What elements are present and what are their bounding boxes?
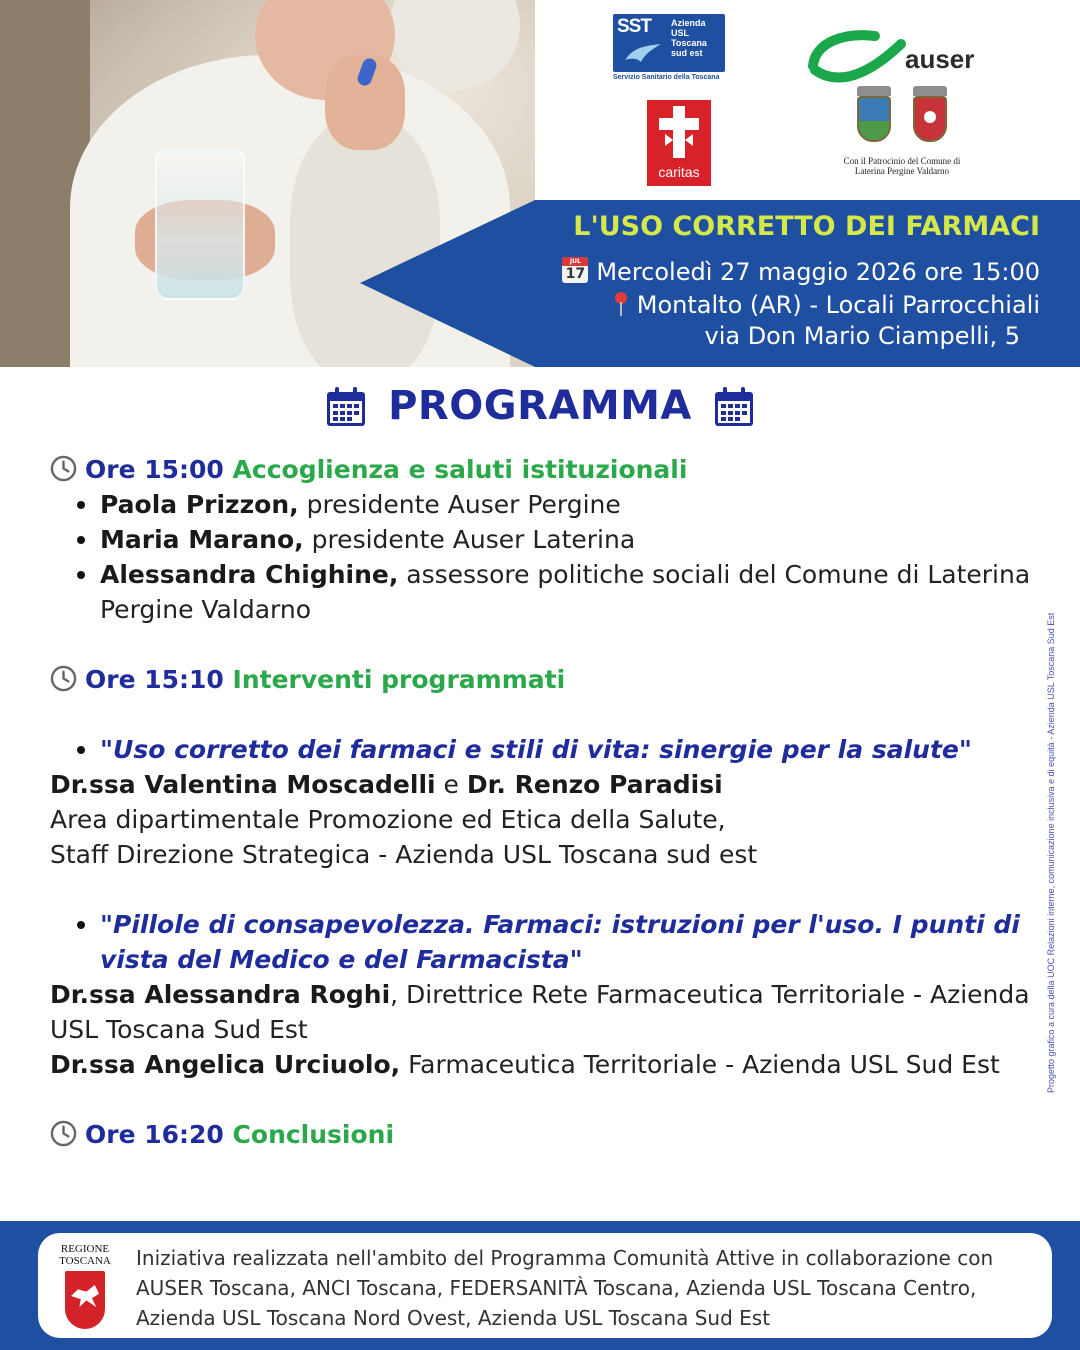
sst-bird-icon [623, 42, 663, 64]
crest-laterina-icon [857, 96, 891, 142]
section-2-heading: Ore 15:10 Interventi programmati [50, 662, 1040, 697]
event-date: JUL 17 Mercoledì 27 maggio 2026 ore 15:00 [562, 257, 1040, 286]
list-item: Maria Marano, presidente Auser Laterina [50, 522, 1040, 557]
regione-toscana-shield-icon [65, 1271, 105, 1329]
footer-box [38, 1233, 1052, 1338]
event-banner [360, 200, 1080, 367]
clock-icon [50, 1120, 77, 1147]
clock-icon [50, 665, 77, 692]
talk-1-affiliation: Area dipartimentale Promozione ed Etica della Salute, [50, 805, 726, 834]
comune-patrocinio: Con il Patrocinio del Comune di Laterina Pergine Valdarno [827, 96, 977, 188]
clock-icon [50, 455, 77, 482]
talk-1-affiliation: Staff Direzione Strategica - Azienda USL Toscana sud est [50, 840, 758, 869]
talk-2 [50, 907, 1040, 977]
auser-swoosh-icon [805, 14, 915, 86]
caritas-logo: caritas [647, 100, 711, 186]
event-place: Montalto (AR) - Locali Parrocchiali [615, 291, 1040, 319]
section-1-speakers [50, 487, 1040, 627]
talk-2-speaker-2: Dr.ssa Angelica Urciuolo, Farmaceutica Territoriale - Azienda USL Sud Est [50, 1050, 1000, 1079]
section-1-heading: Ore 15:00 Accoglienza e saluti istituzionali [50, 452, 1040, 487]
calendar-emoji-icon: JUL 17 [562, 257, 588, 283]
program-header [0, 380, 1080, 436]
program-content [50, 452, 1040, 1152]
talk-1-speakers: Dr.ssa Valentina Moscadelli e Dr. Renzo Paradisi [50, 770, 723, 799]
list-item: Alessandra Chighine, assessore politiche sociali del Comune di Laterina Pergine Valdarno [50, 557, 1040, 627]
calendar-icon [713, 386, 755, 428]
caritas-cross-icon [659, 106, 699, 158]
talk-2-speaker-1: Dr.ssa Alessandra Roghi, Direttrice Rete Farmaceutica Territoriale - Azienda USL Toscana Sud Est [50, 980, 1030, 1044]
footer-text: Iniziativa realizzata nell'ambito del Programma Comunità Attive in collaborazione con AUSER Toscana, ANCI Toscana, FEDERSANITÀ Toscana, Azienda USL Toscana Centro, Azienda USL Toscana Nord Ovest, Azienda USL Toscana Sud Est [136, 1246, 994, 1330]
program-title: PROGRAMMA [388, 383, 692, 429]
sst-logo: SST Azienda USL Toscana sud est Servizio Sanitario della Toscana [613, 14, 725, 86]
pin-emoji-icon [615, 292, 627, 316]
credits-note: Progetto grafico a cura della UOC Relazioni interne, comunicazione inclusiva e di equità - Azienda USL Toscana Sud Est [1046, 612, 1056, 1093]
event-address: via Don Mario Ciampelli, 5 [704, 322, 1020, 350]
footer [0, 1221, 1080, 1350]
auser-logo: auser [805, 14, 1005, 86]
list-item: Paola Prizzon, presidente Auser Pergine [50, 487, 1040, 522]
event-title: L'USO CORRETTO DEI FARMACI [573, 211, 1040, 242]
talk-1 [50, 732, 1040, 767]
partner-logos [535, 0, 1080, 200]
crest-pergine-icon [913, 96, 947, 142]
talk-title: "Uso corretto dei farmaci e stili di vita: sinergie per la salute" [50, 732, 1040, 767]
talk-title: "Pillole di consapevolezza. Farmaci: istruzioni per l'uso. I punti di vista del Medico e del Farmacista" [50, 907, 1040, 977]
section-3-heading: Ore 16:20 Conclusioni [50, 1117, 1040, 1152]
regione-toscana-logo: REGIONE TOSCANA [54, 1243, 116, 1333]
